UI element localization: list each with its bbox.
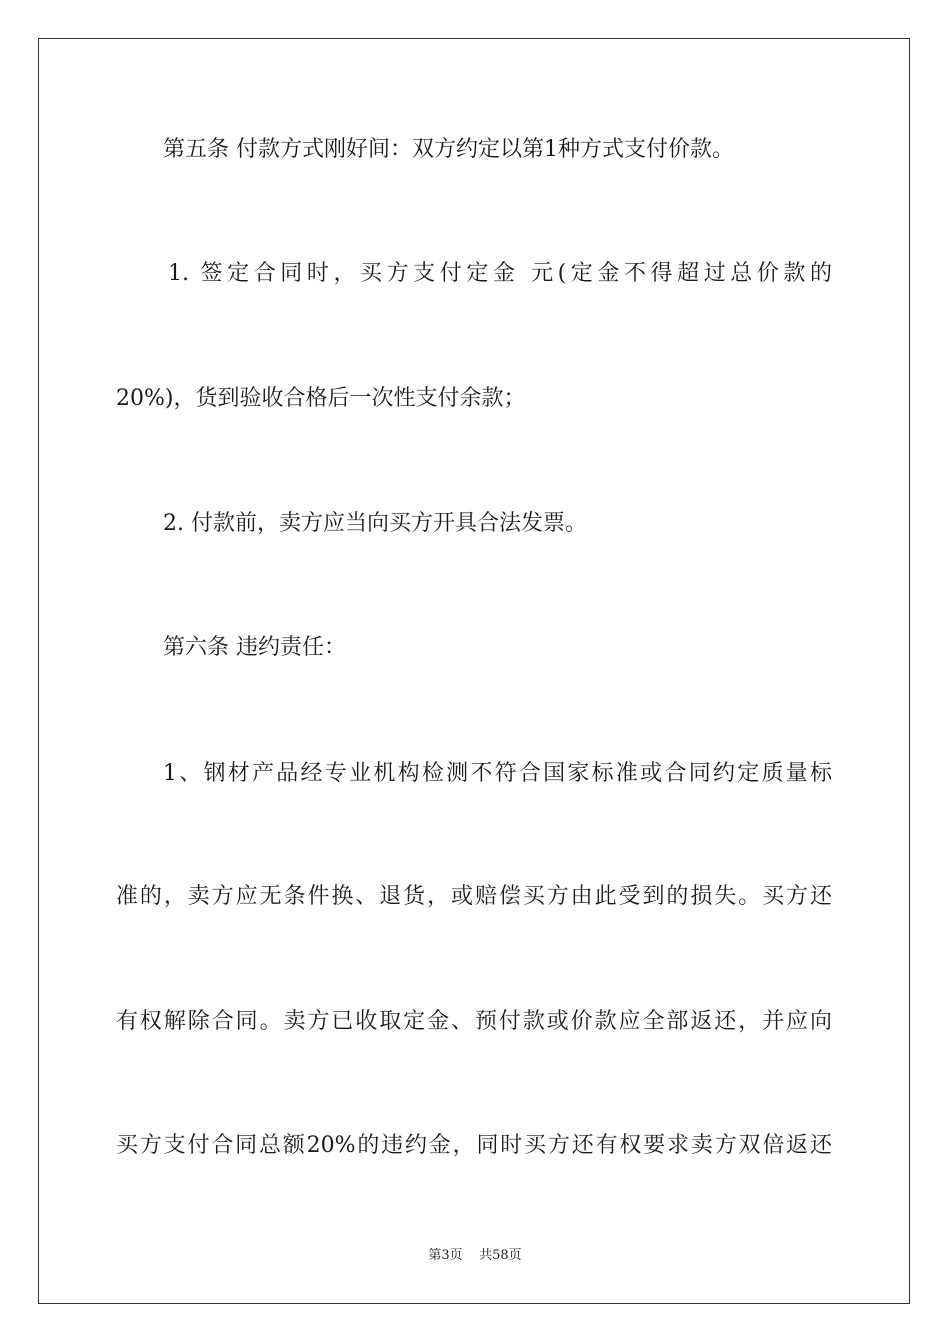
- paragraph-line: 第五条 付款方式刚好间：双方约定以第1种方式支付价款。: [163, 137, 734, 162]
- paragraph-line: 1、钢材产品经专业机构检测不符合国家标准或合同约定质量标: [163, 761, 832, 786]
- page-number: 第3页: [428, 1248, 463, 1263]
- section-heading: 第六条 违约责任：: [163, 635, 346, 660]
- page-total: 共58页: [479, 1248, 522, 1263]
- paragraph-line: 有权解除合同。卖方已收取定金、预付款或价款应全部返还，并应向: [116, 1009, 832, 1034]
- page-footer: [0, 1247, 950, 1265]
- paragraph-line: 20%)，货到验收合格后一次性支付余款；: [116, 386, 526, 411]
- paragraph-line: 1. 签定合同时，买方支付定金 元(定金不得超过总价款的: [168, 261, 832, 286]
- paragraph-line: 准的，卖方应无条件换、退货，或赔偿买方由此受到的损失。买方还: [116, 884, 832, 909]
- page-border: [38, 38, 910, 1304]
- paragraph-line: 买方支付合同总额20%的违约金，同时买方还有权要求卖方双倍返还: [116, 1133, 832, 1158]
- paragraph-line: 2. 付款前，卖方应当向买方开具合法发票。: [163, 511, 587, 536]
